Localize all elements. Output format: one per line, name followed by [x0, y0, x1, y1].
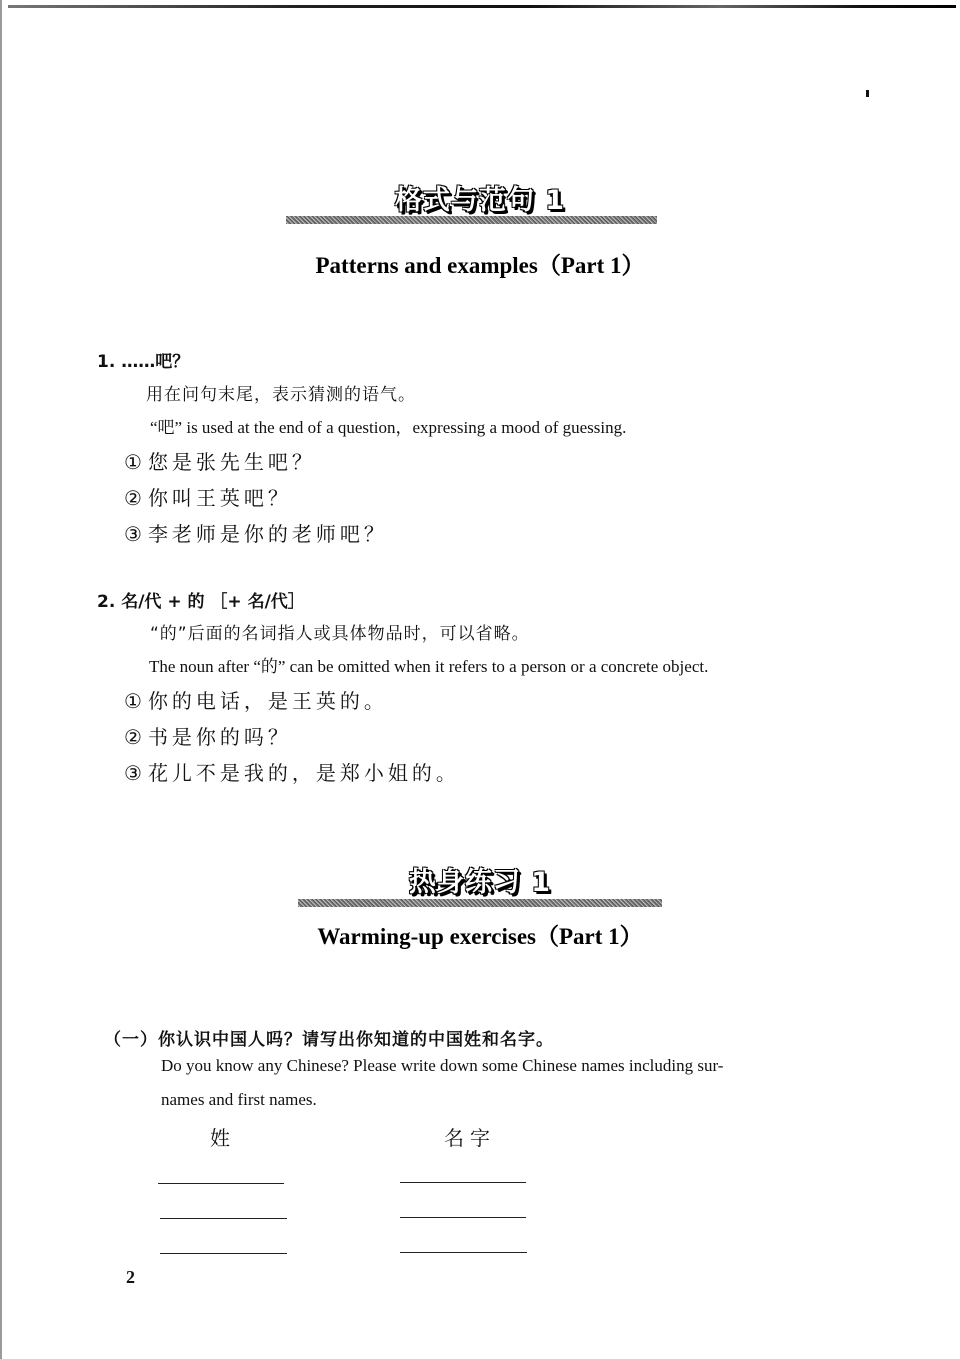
column-label-given-name: 名字 [444, 1126, 496, 1150]
section-divider-bar [286, 216, 657, 224]
example-sentence [124, 721, 292, 750]
top-rule [8, 5, 956, 8]
pattern-heading: 1. ……吧？ [97, 352, 190, 372]
example-text: 书是你的吗？ [147, 725, 292, 749]
example-sentence [124, 518, 388, 547]
example-sentence [124, 757, 460, 786]
section-title-warmup-cn: 热身练习 1 [408, 867, 552, 898]
given-name-answer-blank[interactable] [400, 1182, 526, 1183]
section-title-patterns-cn: 格式与范句 1 [394, 185, 566, 216]
exercise-instruction-line2: names and first names. [161, 1090, 317, 1109]
column-label-surname: 姓 [210, 1126, 236, 1150]
exercise-instruction-line1: Do you know any Chinese? Please write down some Chinese names including sur- [161, 1056, 724, 1075]
example-sentence [124, 685, 388, 714]
example-text: 你的电话，是王英的。 [147, 689, 388, 713]
page-number: 2 [126, 1267, 135, 1287]
given-name-answer-blank[interactable] [400, 1217, 526, 1218]
pattern-explanation-en: “吧” is used at the end of a question，expressing a mood of guessing. [150, 418, 627, 437]
example-number: ① [124, 689, 142, 713]
example-text: 你叫王英吧？ [147, 486, 292, 510]
surname-answer-blank[interactable] [160, 1218, 287, 1219]
pattern-heading: 2. 名/代 + 的 ［+ 名/代］ [97, 592, 305, 612]
example-number: ① [124, 450, 142, 474]
example-number: ③ [124, 522, 142, 546]
pattern-explanation-cn: 用在问句末尾，表示猜测的语气。 [146, 385, 416, 405]
given-name-answer-blank[interactable] [400, 1252, 527, 1253]
exercise-heading: （一）你认识中国人吗？请写出你知道的中国姓和名字。 [104, 1030, 554, 1050]
example-number: ② [124, 725, 142, 749]
section-title-warmup-en: Warming-up exercises（Part 1） [317, 924, 643, 949]
example-text: 花儿不是我的，是郑小姐的。 [147, 761, 460, 785]
surname-answer-blank[interactable] [160, 1253, 287, 1254]
pattern-explanation-cn: “的”后面的名词指人或具体物品时，可以省略。 [150, 624, 530, 644]
pattern-explanation-en: The noun after “的” can be omitted when it refers to a person or a concrete object. [149, 657, 709, 676]
section-title-patterns-en: Patterns and examples（Part 1） [315, 253, 645, 278]
section-divider-bar [298, 899, 662, 907]
example-text: 李老师是你的老师吧？ [147, 522, 388, 546]
example-sentence [124, 446, 316, 475]
scan-speck [866, 90, 869, 97]
surname-answer-blank[interactable] [158, 1183, 284, 1184]
example-sentence [124, 482, 292, 511]
example-number: ③ [124, 761, 142, 785]
example-text: 您是张先生吧？ [147, 450, 316, 474]
example-number: ② [124, 486, 142, 510]
